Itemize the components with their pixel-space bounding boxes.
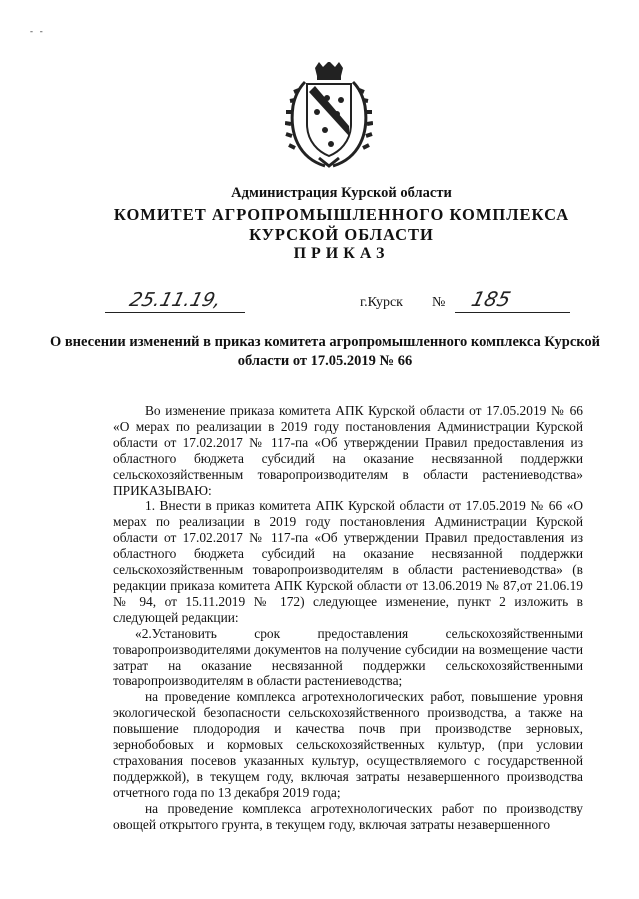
date-underline <box>105 312 245 313</box>
paragraph-vegetables: на проведение комплекса агротехнологических работ по производству овощей открытого грунта, в текущем году, включая затраты незавершенного <box>113 800 583 832</box>
document-title: О внесении изменений в приказ комитета агропромышленного комплекса Курской области от 17.05.2019 № 66 <box>49 334 601 369</box>
city-label: г.Курск <box>360 295 403 310</box>
document-body <box>113 403 583 832</box>
header-administration: Администрация Курской области <box>231 185 452 201</box>
paragraph-item-1: 1. Внести в приказ комитета АПК Курской области от 17.05.2019 № 66 «О мерах по реализации в 2019 году постановления Администрации Курской области от 17.02.2017 № 117-па «Об утверждении Правил предоставления из областного бюджета субсидий на оказание несвязанной поддержки сельскохозяйственным товаропроизводителям в области растениеводства» (в редакции приказа комитета АПК Курской области от 13.06.2019 № 87,от 21.06.19 № 94, от 15.11.2019 № 172) следующее изменение, пункт 2 изложить в следующей редакции: <box>113 498 583 625</box>
paragraph-preamble: Во изменение приказа комитета АПК Курской области от 17.05.2019 № 66 «О мерах по реализации в 2019 году постановления Администрации Курской области от 17.02.2017 № 117-па «Об утверждении Правил предоставления из областного бюджета субсидий на оказание несвязанной поддержки сельскохозяйственным товаропроизводителям в области растениеводства» ПРИКАЗЫВАЮ: <box>113 403 583 498</box>
paragraph-crops: на проведение комплекса агротехнологических работ, повышение уровня экологической безопасности сельскохозяйственного производства, а также на повышение плодородия и качества почв при производстве зерновых, зернобобовых и кормовых сельскохозяйственных культур, (при условии страхования посевов указанных культур, осуществляемого с государственной поддержкой), в текущем году, включая затраты незавершенного производства отчетного года по 13 декабря 2019 года; <box>113 689 583 800</box>
header-order: ПРИКАЗ <box>293 245 390 262</box>
kursk-coat-of-arms-icon <box>285 62 373 170</box>
paragraph-item-2: «2.Установить срок предоставления сельскохозяйственными товаропроизводителями документов на получение субсидии на возмещение части затрат на оказание несвязанной поддержки сельскохозяйственными товаропроизводителям в области растениеводства; <box>113 625 583 689</box>
handwritten-number: 185 <box>469 287 514 311</box>
date-line <box>0 287 639 317</box>
header-region: КУРСКОЙ ОБЛАСТИ <box>249 225 434 244</box>
number-underline <box>455 312 570 313</box>
handwritten-date: 25.11.19, <box>127 289 224 311</box>
scan-marks: ‐ ‐ <box>30 26 43 36</box>
number-label: № <box>432 295 446 310</box>
header-committee: КОМИТЕТ АГРОПРОМЫШЛЕННОГО КОМПЛЕКСА <box>113 205 570 224</box>
